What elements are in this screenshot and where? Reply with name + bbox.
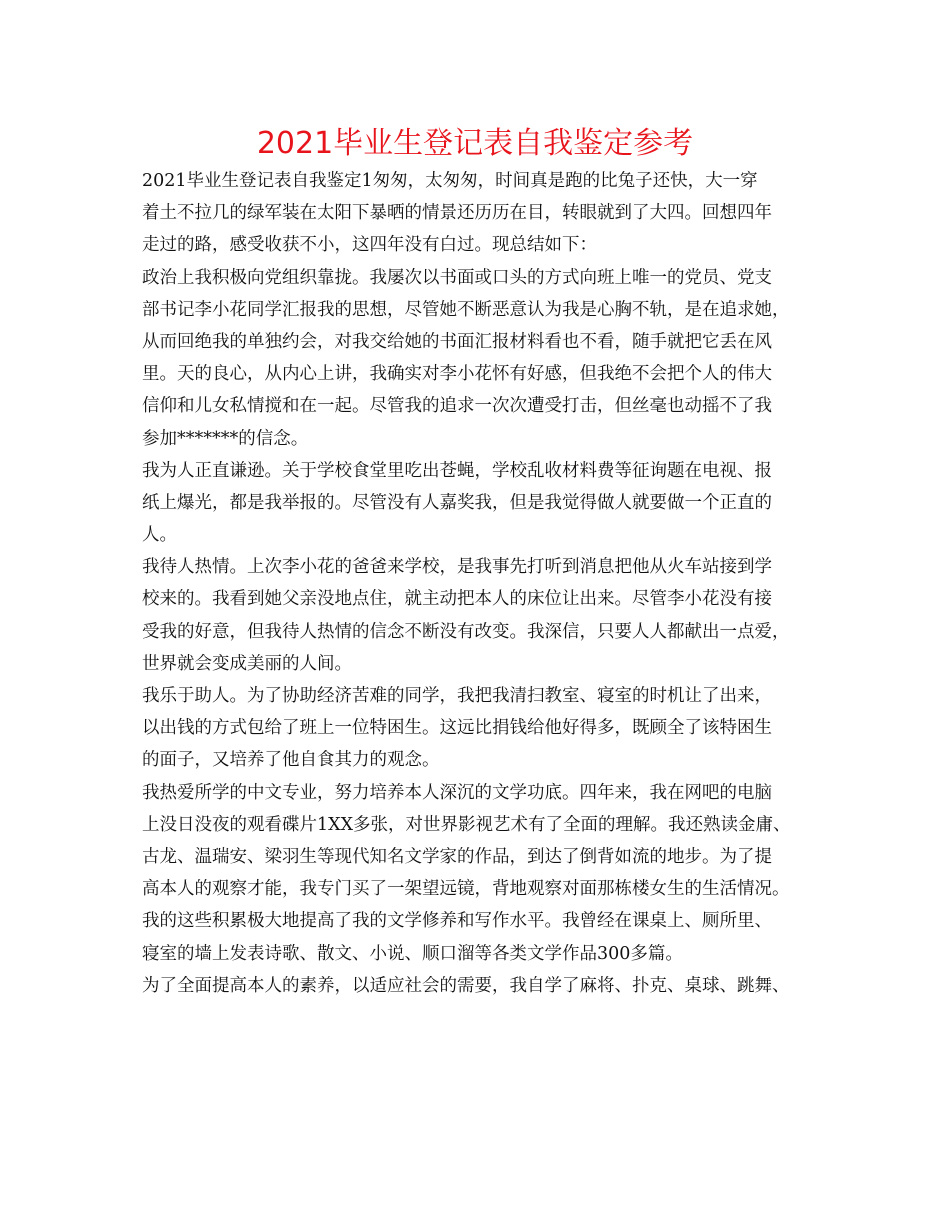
- text-line: 我为人正直谦逊。关于学校食堂里吃出苍蝇，学校乱收材料费等征询题在电视、报: [142, 460, 772, 481]
- text-line: 着土不拉几的绿军装在太阳下暴晒的情景还历历在目，转眼就到了大四。回想四年: [142, 203, 772, 224]
- text-line: 受我的好意，但我待人热情的信念不断没有改变。我深信，只要人人都献出一点爱，: [142, 621, 790, 642]
- text-line: 我乐于助人。为了协助经济苦难的同学，我把我清扫教室、寝室的时机让了出来，: [142, 686, 772, 706]
- text-line: 的面子，又培养了他自食其力的观念。: [142, 750, 440, 771]
- text-line: 我待人热情。上次李小花的爸爸来学校，是我事先打听到消息把他从火车站接到学: [142, 557, 772, 578]
- text-line: 古龙、温瑞安、梁羽生等现代知名文学家的作品，到达了倒背如流的地步。为了提: [142, 846, 772, 867]
- text-line: 里。天的良心，从内心上讲，我确实对李小花怀有好感，但我绝不会把个人的伟大: [142, 364, 772, 385]
- text-line: 信仰和儿女私情搅和在一起。尽管我的追求一次次遭受打击，但丝毫也动摇不了我: [142, 396, 772, 417]
- text-line: 从而回绝我的单独约会，对我交给她的书面汇报材料看也不看，随手就把它丢在风: [142, 331, 772, 352]
- text-line: 部书记李小花同学汇报我的思想，尽管她不断恶意认为我是心胸不轨，是在追求她，: [142, 299, 790, 320]
- text-line: 高本人的观察才能，我专门买了一架望远镜，背地观察对面那栋楼女生的生活情况。: [142, 879, 790, 900]
- text-line: 政治上我积极向党组织靠拢。我屡次以书面或口头的方式向班上唯一的党员、党支: [142, 267, 772, 288]
- text-line: 我热爱所学的中文专业，努力培养本人深沉的文学功底。四年来，我在网吧的电脑: [142, 782, 772, 803]
- text-line: 校来的。我看到她父亲没地点住，就主动把本人的床位让出来。尽管李小花没有接: [142, 589, 772, 610]
- text-line: 2021毕业生登记表自我鉴定1匆匆，太匆匆，时间真是跑的比兔子还快，大一穿: [142, 171, 758, 191]
- text-line: 寝室的墙上发表诗歌、散文、小说、顺口溜等各类文学作品300多篇。: [142, 943, 683, 964]
- text-line: 上没日没夜的观看碟片1XX多张，对世界影视艺术有了全面的理解。我还熟读金庸、: [142, 814, 791, 835]
- document-title: 2021毕业生登记表自我鉴定参考: [256, 126, 694, 161]
- text-line: 以出钱的方式包给了班上一位特困生。这远比捐钱给他好得多，既顾全了该特困生: [142, 718, 772, 739]
- text-line: 参加*******的信念。: [142, 428, 309, 449]
- text-line: 为了全面提高本人的素养，以适应社会的需要，我自学了麻将、扑克、桌球、跳舞、: [142, 975, 790, 996]
- text-line: 人。: [142, 525, 177, 546]
- document-body: [142, 165, 818, 1002]
- text-line: 世界就会变成美丽的人间。: [142, 653, 352, 674]
- text-line: 走过的路，感受收获不小，这四年没有白过。现总结如下：: [142, 235, 597, 256]
- text-line: 我的这些积累极大地提高了我的文学修养和写作水平。我曾经在课桌上、厕所里、: [142, 911, 772, 932]
- text-line: 纸上爆光，都是我举报的。尽管没有人嘉奖我，但是我觉得做人就要做一个正直的: [142, 492, 772, 513]
